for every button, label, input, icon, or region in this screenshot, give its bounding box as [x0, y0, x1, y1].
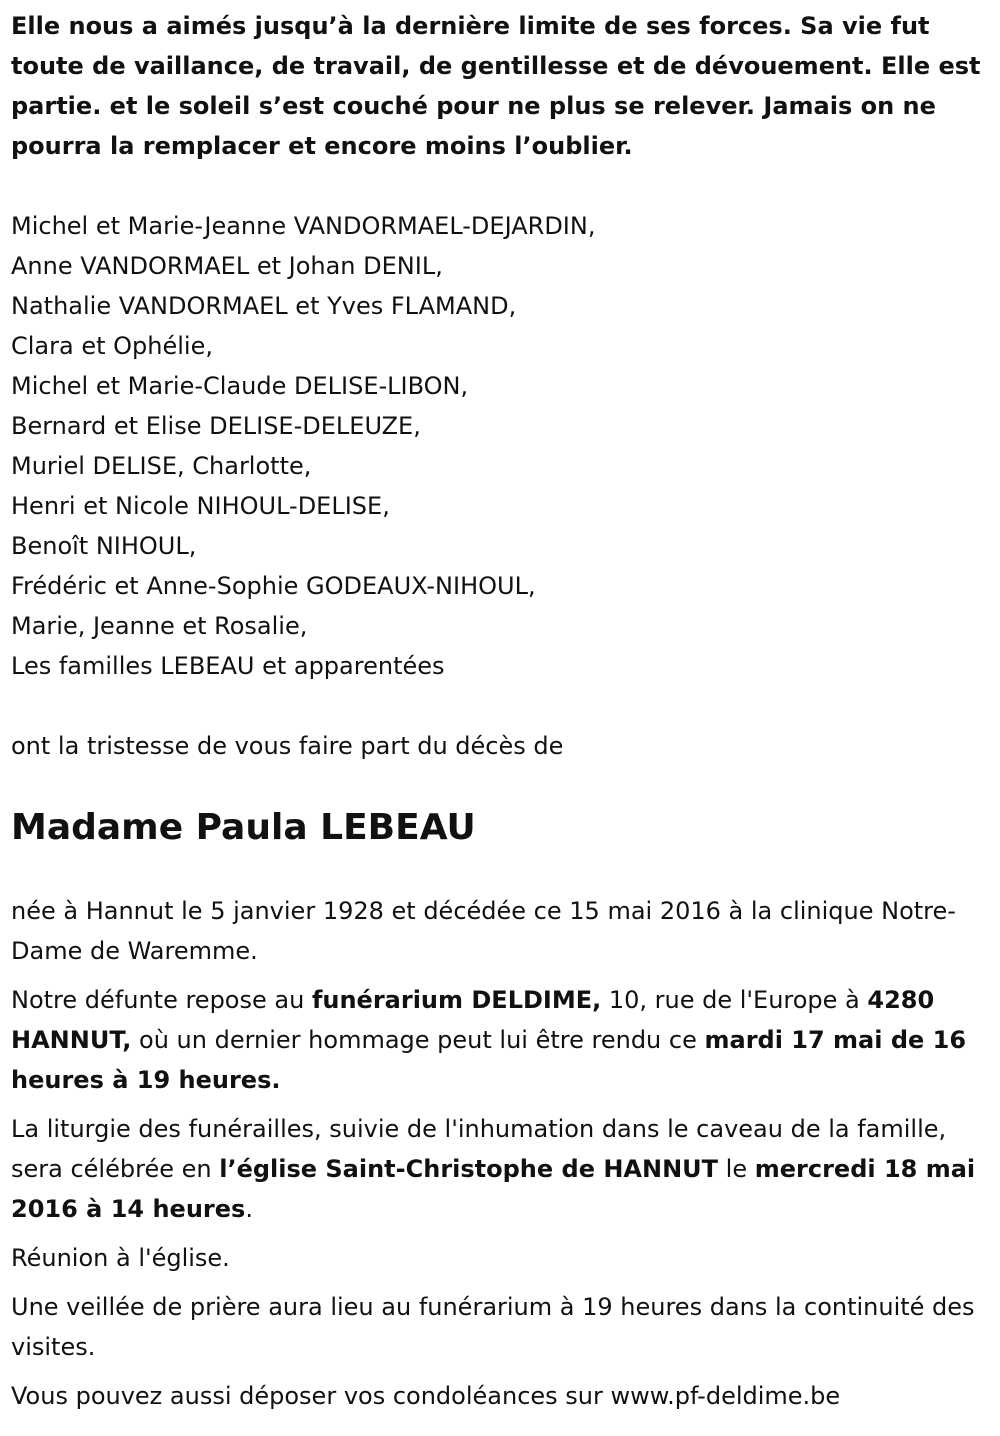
liturgy-text: .	[245, 1195, 253, 1223]
family-list	[11, 206, 988, 686]
condolences-paragraph: Vous pouvez aussi déposer vos condoléances sur www.pf-deldime.be	[11, 1382, 841, 1410]
deceased-name: Madame Paula LEBEAU	[11, 807, 476, 848]
birth-death-paragraph: née à Hannut le 5 janvier 1928 et décédée ce 15 mai 2016 à la clinique Notre-Dame de Waremme.	[11, 897, 956, 965]
liturgy-text: le	[718, 1155, 755, 1183]
intro-paragraph: Elle nous a aimés jusqu’à la dernière limite de ses forces. Sa vie fut toute de vaillance, de travail, de gentillesse et de dévouement. Elle est partie. et le soleil s’est couché pour ne plus se relever. Jamais on ne pourra la remplacer et encore moins l’oublier.	[11, 12, 981, 160]
funeral-home-name: funérarium DELDIME,	[311, 986, 602, 1014]
family-member: Nathalie VANDORMAEL et Yves FLAMAND,	[11, 292, 517, 320]
church-name: l’église Saint-Christophe de HANNUT	[219, 1155, 719, 1183]
family-member: Michel et Marie-Jeanne VANDORMAEL-DEJARDIN,	[11, 212, 596, 240]
family-member: Bernard et Elise DELISE-DELEUZE,	[11, 412, 421, 440]
repose-text: où un dernier hommage peut lui être rendu ce	[131, 1026, 705, 1054]
family-member: Michel et Marie-Claude DELISE-LIBON,	[11, 372, 469, 400]
vigil-paragraph: Une veillée de prière aura lieu au funérarium à 19 heures dans la continuité des visites.	[11, 1293, 975, 1361]
repose-text: 10, rue de l'Europe à	[601, 986, 868, 1014]
reunion-paragraph: Réunion à l'église.	[11, 1244, 230, 1272]
postal-city: 4280 HANNUT,	[11, 986, 935, 1054]
ceremony-date: mercredi 18 mai 2016 à 14 heures	[11, 1155, 976, 1223]
family-member: Henri et Nicole NIHOUL-DELISE,	[11, 492, 390, 520]
liturgy-paragraph	[11, 1109, 988, 1229]
visitation-time: mardi 17 mai de 16 heures à 19 heures.	[11, 1026, 967, 1094]
family-member: Les familles LEBEAU et apparentées	[11, 652, 445, 680]
family-member: Clara et Ophélie,	[11, 332, 213, 360]
announcement-text: ont la tristesse de vous faire part du décès de	[11, 732, 564, 760]
repose-paragraph	[11, 980, 988, 1100]
family-member: Muriel DELISE, Charlotte,	[11, 452, 312, 480]
liturgy-text: La liturgie des funérailles, suivie de l'inhumation dans le caveau de la famille, sera célébrée en	[11, 1115, 947, 1183]
repose-text: Notre défunte repose au	[11, 986, 312, 1014]
family-member: Anne VANDORMAEL et Johan DENIL,	[11, 252, 443, 280]
family-member: Marie, Jeanne et Rosalie,	[11, 612, 308, 640]
family-member: Frédéric et Anne-Sophie GODEAUX-NIHOUL,	[11, 572, 536, 600]
family-member: Benoît NIHOUL,	[11, 532, 197, 560]
